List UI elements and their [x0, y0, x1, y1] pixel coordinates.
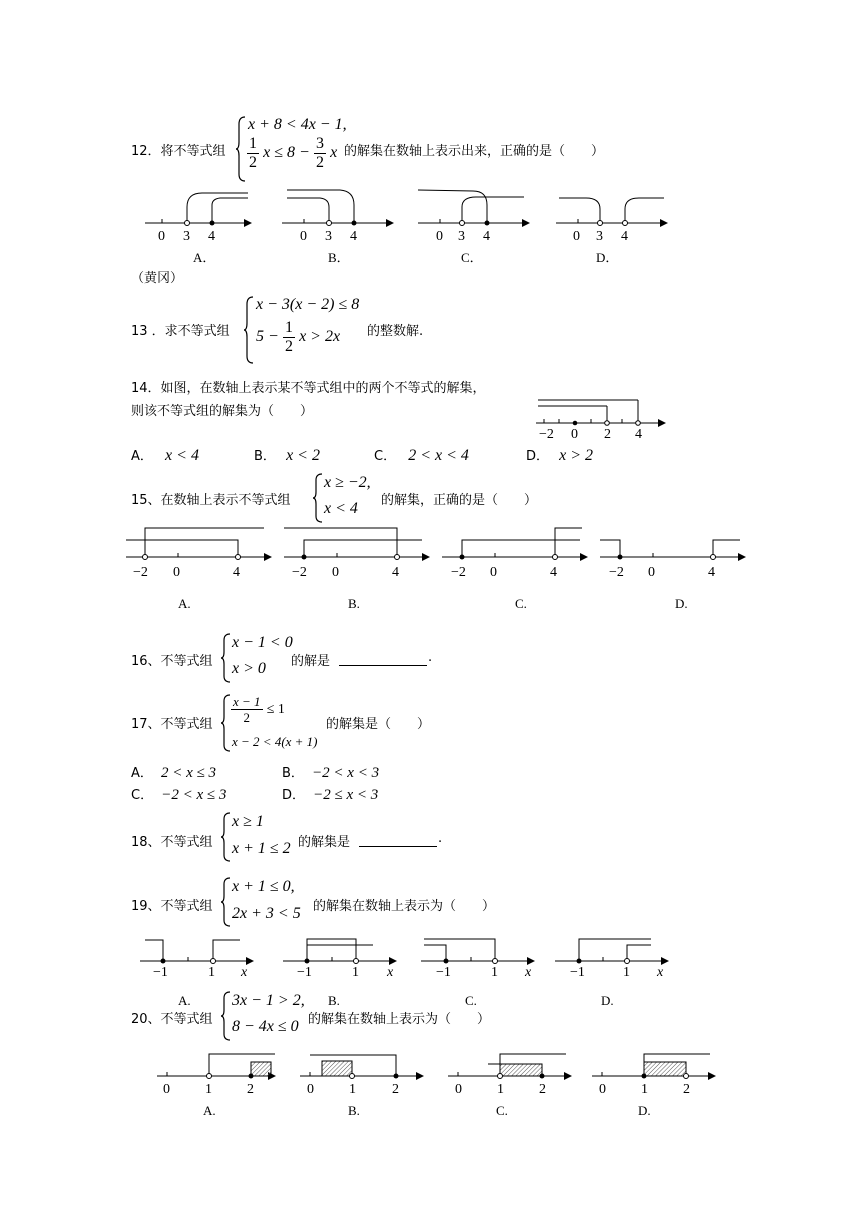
- q19-a-axis-var: x: [241, 965, 248, 980]
- q20-numberline-b: [300, 1050, 430, 1085]
- q15-option-c[interactable]: C.: [515, 596, 527, 611]
- q13-question-tail: 的整数解.: [367, 324, 424, 339]
- q12-option-a[interactable]: A．: [193, 250, 216, 265]
- q14-tick-neg2: −2: [539, 427, 554, 442]
- q15-c-tick-4: 4: [550, 565, 557, 580]
- q19-b-tick-neg1: −1: [297, 965, 312, 980]
- q19-ineq-1: x + 1 ≤ 0,: [232, 878, 295, 895]
- q19-d-tick-1: 1: [623, 965, 630, 980]
- q17-choice-d[interactable]: [282, 784, 378, 804]
- q15-c-tick-neg2: −2: [451, 565, 466, 580]
- q20-c-tick-0: 0: [455, 1082, 462, 1097]
- q17-question-tail: 的解集是（ ）: [326, 717, 431, 732]
- q12-b-tick-0: 0: [300, 229, 307, 244]
- q19-d-tick-neg1: −1: [570, 965, 585, 980]
- q20-b-tick-1: 1: [349, 1082, 356, 1097]
- q17-ineq-1-tail: ≤ 1: [266, 702, 285, 717]
- q14-choice-c-math: 2 < x < 4: [408, 447, 469, 464]
- q15-ineq-1: x ≥ −2,: [324, 474, 371, 491]
- q12-brace: [236, 116, 246, 182]
- q19-brace: [221, 877, 231, 927]
- q12-d-tick-4: 4: [621, 229, 628, 244]
- q12-numberline-c: [418, 185, 538, 230]
- q12-a-tick-4: 4: [208, 229, 215, 244]
- q20-d-tick-1: 1: [641, 1082, 648, 1097]
- q18-period: .: [438, 831, 443, 846]
- q15-brace: [313, 473, 323, 523]
- q12-ineq-2-mid: x ≤ 8 −: [263, 144, 310, 161]
- q19-b-axis-var: x: [387, 965, 394, 980]
- q12-frac-b-den: 2: [315, 154, 324, 171]
- q15-d-tick-0: 0: [648, 565, 655, 580]
- q12-numberline-a: [140, 185, 260, 230]
- q20-prefix: 20、不等式组: [131, 1012, 213, 1027]
- q20-numberline-a: [157, 1050, 282, 1085]
- q17-ineq-2: x − 2 < 4(x + 1): [232, 734, 318, 749]
- q12-numberline-d: [556, 185, 676, 230]
- q18-brace: [221, 812, 231, 862]
- q17-choice-d-math: −2 ≤ x < 3: [313, 787, 379, 803]
- q12-frac-a-den: 2: [249, 154, 257, 171]
- q17-choice-c[interactable]: [131, 784, 226, 804]
- q20-c-tick-2: 2: [539, 1082, 546, 1097]
- q12-frac-a-num: 1: [249, 135, 257, 152]
- q12-source: （黄冈）: [131, 271, 184, 286]
- q16-brace: [221, 633, 231, 683]
- q12-c-tick-4: 4: [483, 229, 490, 244]
- q16-ineq-2: x > 0: [232, 660, 266, 677]
- q15-d-tick-4: 4: [708, 565, 715, 580]
- q14-choice-a-label: A．: [131, 449, 153, 464]
- q20-ineq-1: 3x − 1 > 2,: [232, 992, 305, 1009]
- q17-choice-a-math: 2 < x ≤ 3: [161, 765, 217, 781]
- q15-numberline-c: [442, 526, 592, 566]
- q17-choice-b-math: −2 < x < 3: [312, 765, 380, 781]
- q14-choice-d-label: D．: [526, 449, 550, 464]
- q15-a-tick-neg2: −2: [133, 565, 148, 580]
- q19-option-a[interactable]: A.: [178, 993, 191, 1008]
- q12-ineq-1: x + 8 < 4x − 1,: [248, 116, 347, 133]
- q14-choice-d-math: x > 2: [559, 447, 594, 464]
- q15-b-tick-neg2: −2: [292, 565, 307, 580]
- q17-choice-c-label: C．: [131, 788, 154, 803]
- q14-tick-2: 2: [604, 427, 611, 442]
- q13-frac-num: 1: [284, 319, 293, 336]
- q13-ineq-2-post: x > 2x: [299, 328, 341, 345]
- q12-c-tick-0: 0: [436, 229, 443, 244]
- q15-a-tick-0: 0: [173, 565, 180, 580]
- q17-frac-num: x − 1: [233, 694, 261, 709]
- q20-brace: [221, 991, 231, 1041]
- q13-ineq-2: [256, 320, 340, 355]
- q12-option-c[interactable]: C．: [461, 250, 483, 265]
- q12-ineq-2-end: x: [330, 144, 338, 161]
- q17-choice-b[interactable]: [282, 762, 379, 782]
- q20-a-tick-0: 0: [163, 1082, 170, 1097]
- q14-choice-b-label: B．: [254, 449, 276, 464]
- q12-option-d[interactable]: D．: [596, 250, 619, 265]
- q14-choice-c[interactable]: [374, 445, 469, 465]
- q20-ineq-2: 8 − 4x ≤ 0: [232, 1018, 299, 1035]
- q20-option-d[interactable]: D.: [638, 1103, 651, 1118]
- q15-option-a[interactable]: A.: [178, 596, 191, 611]
- q16-period: .: [428, 650, 433, 665]
- q17-choice-b-label: B．: [282, 766, 304, 781]
- q14-choice-d[interactable]: [526, 445, 593, 465]
- q12-b-tick-4: 4: [350, 229, 357, 244]
- q14-line-2: 则该不等式组的解集为（ ）: [131, 404, 314, 419]
- q20-c-tick-1: 1: [497, 1082, 504, 1097]
- q18-prefix: 18、不等式组: [131, 835, 213, 850]
- q19-ineq-2: 2x + 3 < 5: [232, 905, 301, 922]
- q15-option-b[interactable]: B.: [348, 596, 360, 611]
- q17-choice-d-label: D．: [282, 788, 306, 803]
- q19-a-tick-1: 1: [208, 965, 215, 980]
- q20-option-b[interactable]: B.: [348, 1103, 360, 1118]
- q17-choice-a-label: A．: [131, 766, 153, 781]
- q12-ineq-2: [247, 136, 337, 171]
- q20-b-tick-0: 0: [307, 1082, 314, 1097]
- q20-d-tick-0: 0: [599, 1082, 606, 1097]
- q16-answer-blank[interactable]: [339, 650, 427, 666]
- q12-a-tick-3: 3: [183, 229, 190, 244]
- q12-b-tick-3: 3: [325, 229, 332, 244]
- q16-ineq-1: x − 1 < 0: [232, 634, 293, 651]
- q14-line-1: 14．如图，在数轴上表示某不等式组中的两个不等式的解集，: [131, 381, 486, 396]
- q19-c-tick-neg1: −1: [436, 965, 451, 980]
- q20-option-c[interactable]: C.: [496, 1103, 508, 1118]
- q20-b-tick-2: 2: [392, 1082, 399, 1097]
- q19-c-axis-var: x: [525, 965, 532, 980]
- q15-question-tail: 的解集，正确的是（ ）: [381, 493, 538, 508]
- q19-question-tail: 的解集在数轴上表示为（ ）: [313, 899, 496, 914]
- q20-question-tail: 的解集在数轴上表示为（ ）: [308, 1012, 491, 1027]
- q19-a-tick-neg1: −1: [153, 965, 168, 980]
- q16-question-tail: 的解是: [291, 654, 331, 669]
- q14-tick-4: 4: [635, 427, 642, 442]
- q13-prefix: 13 ．求不等式组: [131, 324, 230, 339]
- q12-numberline-b: [282, 185, 402, 230]
- q14-choice-a-math: x < 4: [165, 447, 199, 464]
- q12-d-tick-0: 0: [573, 229, 580, 244]
- q13-brace: [244, 296, 254, 364]
- q14-choice-b-math: x < 2: [286, 447, 320, 464]
- q16-prefix: 16、不等式组: [131, 654, 213, 669]
- q12-a-tick-0: 0: [158, 229, 165, 244]
- q14-choice-a[interactable]: [131, 445, 199, 465]
- q17-choice-a[interactable]: [131, 762, 216, 782]
- q20-a-tick-2: 2: [247, 1082, 254, 1097]
- q17-prefix: 17、不等式组: [131, 717, 213, 732]
- q19-c-tick-1: 1: [491, 965, 498, 980]
- q15-b-tick-0: 0: [332, 565, 339, 580]
- q20-option-a[interactable]: A.: [203, 1103, 216, 1118]
- q18-question-tail: 的解集是: [298, 835, 351, 850]
- q20-numberline-c: [448, 1050, 578, 1085]
- q13-frac-den: 2: [284, 338, 293, 355]
- q15-a-tick-4: 4: [233, 565, 240, 580]
- q14-choice-c-label: C．: [374, 449, 397, 464]
- q13-ineq-1: x − 3(x − 2) ≤ 8: [256, 296, 360, 313]
- q17-choice-c-math: −2 < x ≤ 3: [161, 787, 227, 803]
- q17-ineq-1: [231, 695, 285, 724]
- q20-numberline-d: [592, 1050, 722, 1085]
- q15-option-d[interactable]: D.: [675, 596, 688, 611]
- q15-numberline-d: [600, 526, 750, 566]
- q18-answer-blank[interactable]: [359, 831, 437, 847]
- q15-ineq-2: x < 4: [324, 500, 358, 517]
- q19-option-b[interactable]: B.: [328, 993, 340, 1008]
- q15-c-tick-0: 0: [490, 565, 497, 580]
- q18-ineq-1: x ≥ 1: [232, 813, 264, 830]
- q12-d-tick-3: 3: [596, 229, 603, 244]
- q19-d-axis-var: x: [657, 965, 664, 980]
- q17-brace: [221, 694, 231, 752]
- q19-prefix: 19、不等式组: [131, 899, 213, 914]
- q19-b-tick-1: 1: [352, 965, 359, 980]
- q15-prefix: 15、在数轴上表示不等式组: [131, 493, 291, 508]
- q12-option-b[interactable]: B．: [328, 250, 350, 265]
- q13-ineq-2-pre: 5 −: [256, 328, 279, 345]
- q12-c-tick-3: 3: [458, 229, 465, 244]
- q12-prefix: 12．将不等式组: [131, 144, 226, 159]
- q20-d-tick-2: 2: [683, 1082, 690, 1097]
- q15-d-tick-neg2: −2: [609, 565, 624, 580]
- q14-choice-b[interactable]: [254, 445, 320, 465]
- q15-b-tick-4: 4: [392, 565, 399, 580]
- q17-frac-den: 2: [243, 710, 251, 725]
- q12-question-tail: 的解集在数轴上表示出来，正确的是（ ）: [344, 144, 605, 159]
- q18-ineq-2: x + 1 ≤ 2: [232, 840, 291, 857]
- q19-option-d[interactable]: D.: [601, 993, 614, 1008]
- q15-numberline-a: [126, 526, 276, 566]
- q20-a-tick-1: 1: [205, 1082, 212, 1097]
- q15-numberline-b: [284, 526, 434, 566]
- q14-tick-0: 0: [571, 427, 578, 442]
- q12-frac-b-num: 3: [315, 135, 324, 152]
- q19-option-c[interactable]: C.: [465, 993, 477, 1008]
